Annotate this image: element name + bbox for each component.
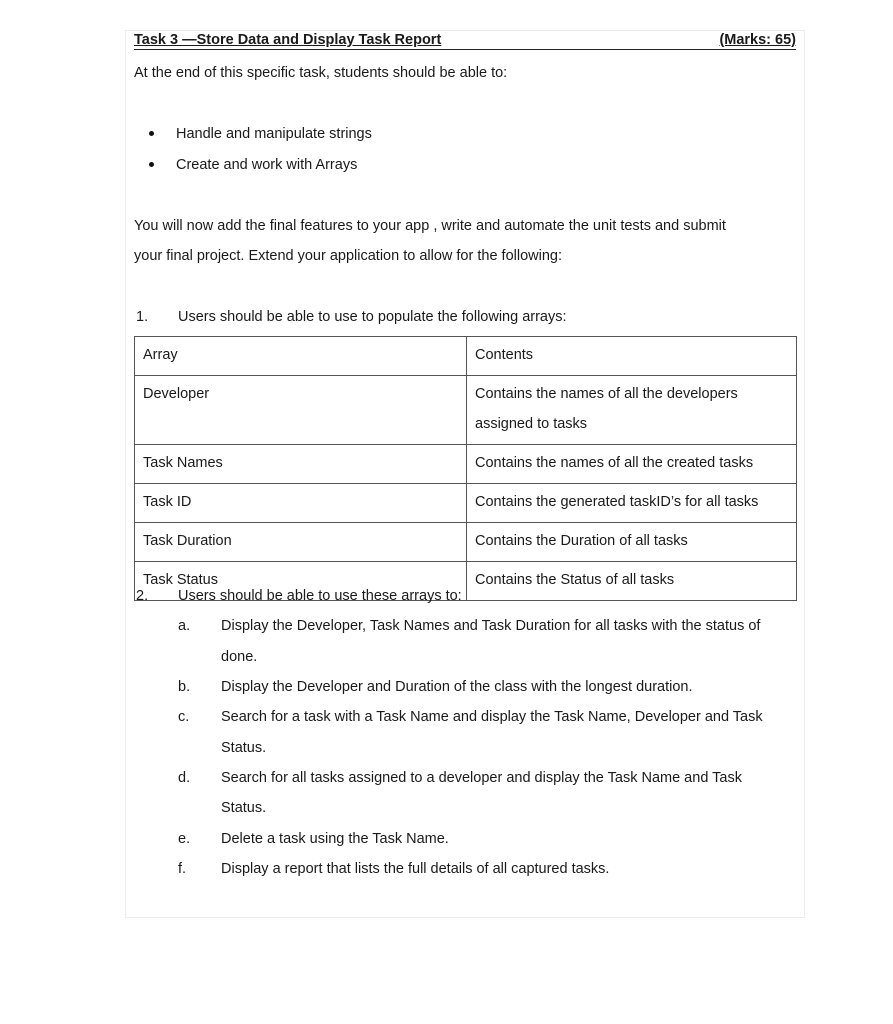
task-heading <box>134 32 796 50</box>
table-cell: Task ID <box>135 484 467 523</box>
table-cell: Task Status <box>135 562 467 601</box>
marks-label: (Marks: 65) <box>719 32 796 48</box>
table-row <box>135 484 797 523</box>
table-cell: Task Names <box>135 445 467 484</box>
bullet-icon <box>149 131 154 136</box>
table-header-cell: Array <box>135 337 467 376</box>
table-cell: Developer <box>135 376 467 445</box>
table-cell: Task Duration <box>135 523 467 562</box>
sub-item-text: done. <box>221 649 258 665</box>
sub-item-letter: a. <box>178 618 191 634</box>
step-text: Users should be able to use to populate the following arrays: <box>178 309 567 325</box>
table-cell: Contains the Status of all tasks <box>467 562 797 601</box>
sub-item-text: Display a report that lists the full details of all captured tasks. <box>221 861 610 877</box>
table-cell: Contains the names of all the developers assigned to tasks <box>467 376 797 445</box>
outcome-item: Handle and manipulate strings <box>176 126 372 142</box>
step-number: 1. <box>136 309 149 325</box>
sub-item-letter: e. <box>178 831 191 847</box>
table-row <box>135 376 797 445</box>
paragraph-line: You will now add the final features to your app , write and automate the unit tests and submit <box>134 218 726 234</box>
table-cell: Contains the generated taskID’s for all tasks <box>467 484 797 523</box>
sub-item-text: Display the Developer, Task Names and Task Duration for all tasks with the status of <box>221 618 761 634</box>
sub-item-text: Search for all tasks assigned to a developer and display the Task Name and Task <box>221 770 742 786</box>
table-cell: Contains the Duration of all tasks <box>467 523 797 562</box>
sub-item-text: Status. <box>221 800 267 816</box>
sub-item-text: Status. <box>221 740 267 756</box>
sub-item-letter: c. <box>178 709 190 725</box>
outcome-item: Create and work with Arrays <box>176 157 358 173</box>
step-text: Users should be able to use these arrays to: <box>178 588 462 604</box>
bullet-icon <box>149 162 154 167</box>
table-row <box>135 523 797 562</box>
task-title: Task 3 —Store Data and Display Task Report <box>134 32 442 48</box>
table-row <box>135 445 797 484</box>
table-cell: Contains the names of all the created tasks <box>467 445 797 484</box>
table-header-cell: Contents <box>467 337 797 376</box>
sub-item-letter: b. <box>178 679 191 695</box>
arrays-table <box>134 336 797 601</box>
sub-item-text: Delete a task using the Task Name. <box>221 831 449 847</box>
paragraph-line: your final project. Extend your application to allow for the following: <box>134 248 562 264</box>
sub-item-letter: f. <box>178 861 187 877</box>
step-number: 2. <box>136 588 149 604</box>
sub-item-text: Search for a task with a Task Name and display the Task Name, Developer and Task <box>221 709 763 725</box>
table-header-row <box>135 337 797 376</box>
sub-item-text: Display the Developer and Duration of the class with the longest duration. <box>221 679 693 695</box>
sub-item-letter: d. <box>178 770 191 786</box>
intro-text: At the end of this specific task, students should be able to: <box>134 65 508 81</box>
